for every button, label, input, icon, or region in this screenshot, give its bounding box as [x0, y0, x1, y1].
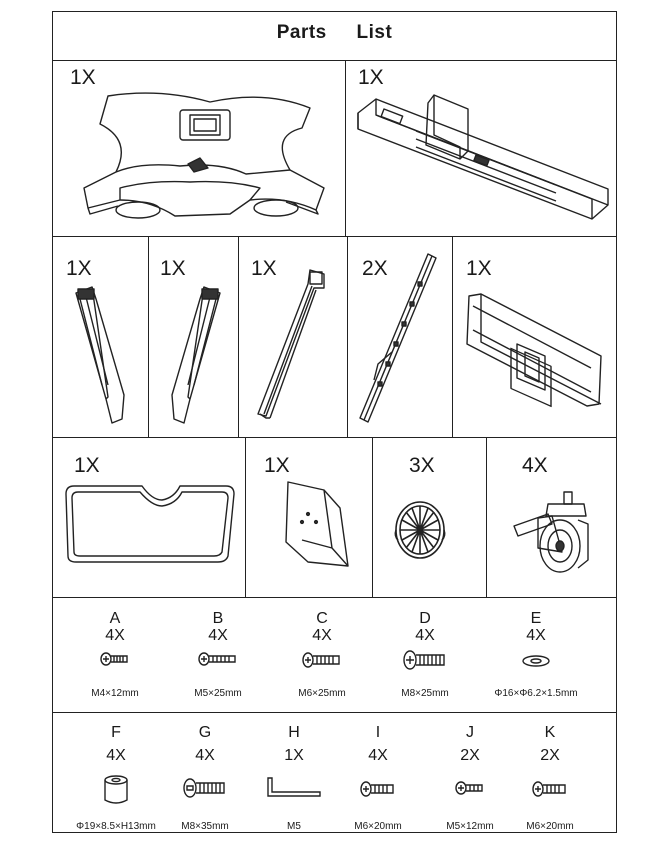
right-arm-icon	[164, 285, 224, 425]
allen-key-icon	[264, 776, 324, 800]
hardware-item-j	[440, 724, 500, 832]
mount-plate-icon	[465, 294, 605, 409]
hardware-letter: I	[375, 724, 381, 741]
hex-bolt-icon	[183, 778, 227, 798]
clip-plate-icon	[278, 478, 358, 578]
screw-icon	[302, 652, 342, 668]
hardware-count: 4X	[106, 747, 126, 764]
screw-icon	[100, 652, 130, 666]
hardware-letter: E	[530, 610, 542, 627]
hardware-item-k	[520, 724, 580, 832]
washer-icon	[521, 654, 551, 668]
hardware-letter: C	[316, 610, 328, 627]
tray-icon	[62, 480, 238, 566]
cable-cover-icon	[252, 268, 332, 423]
screw-icon	[360, 780, 396, 798]
divider	[52, 597, 617, 598]
hardware-letter: F	[111, 724, 121, 741]
divider	[345, 60, 346, 236]
qty-label: 1X	[358, 66, 384, 89]
hardware-letter: D	[419, 610, 431, 627]
divider	[238, 236, 239, 437]
hardware-count: 4X	[312, 627, 332, 644]
grommet-icon	[392, 496, 452, 562]
hardware-spec: M5	[287, 821, 301, 832]
title-word: List	[356, 22, 393, 43]
hardware-spec: M8×25mm	[401, 688, 449, 699]
screw-icon	[403, 650, 447, 670]
hardware-item-g	[175, 724, 235, 832]
divider	[148, 236, 149, 437]
divider	[52, 437, 617, 438]
qty-label: 4X	[522, 454, 548, 477]
hardware-count: 2X	[540, 747, 560, 764]
column-icon	[356, 95, 611, 235]
hardware-item-a	[85, 610, 145, 699]
hardware-item-d	[395, 610, 455, 699]
divider	[52, 712, 617, 713]
qty-label: 1X	[66, 257, 92, 280]
hardware-count: 4X	[208, 627, 228, 644]
title-word: Parts	[276, 22, 327, 43]
hardware-item-h	[264, 724, 324, 832]
hardware-spec: M6×25mm	[298, 688, 346, 699]
hardware-letter: H	[288, 724, 300, 741]
hardware-spec: M5×12mm	[446, 821, 494, 832]
qty-label: 1X	[264, 454, 290, 477]
hardware-spec: Φ19×8.5×H13mm	[76, 821, 156, 832]
qty-label: 1X	[70, 66, 96, 89]
spacer-icon	[103, 774, 129, 806]
divider	[245, 437, 246, 597]
hardware-item-e	[494, 610, 578, 699]
divider	[452, 236, 453, 437]
hardware-count: 4X	[368, 747, 388, 764]
hardware-spec: M8×35mm	[181, 821, 229, 832]
hardware-count: 4X	[415, 627, 435, 644]
hardware-letter: A	[109, 610, 121, 627]
hardware-letter: G	[198, 724, 212, 741]
screw-icon	[198, 652, 238, 666]
qty-label: 1X	[160, 257, 186, 280]
qty-label: 1X	[251, 257, 277, 280]
hardware-count: 1X	[284, 747, 304, 764]
hardware-spec: M5×25mm	[194, 688, 242, 699]
hardware-count: 4X	[195, 747, 215, 764]
qty-label: 3X	[409, 454, 435, 477]
divider	[52, 236, 617, 237]
divider	[347, 236, 348, 437]
qty-label: 1X	[74, 454, 100, 477]
hardware-spec: Φ16×Φ6.2×1.5mm	[494, 688, 578, 699]
hardware-letter: B	[212, 610, 224, 627]
caster-wheel-icon	[508, 490, 598, 580]
hardware-count: 4X	[105, 627, 125, 644]
hardware-count: 2X	[460, 747, 480, 764]
screw-icon	[532, 780, 568, 798]
hardware-item-i	[348, 724, 408, 832]
hardware-spec: M6×20mm	[526, 821, 574, 832]
left-arm-icon	[72, 285, 132, 425]
qty-label: 2X	[362, 257, 388, 280]
page-title	[52, 22, 617, 44]
hardware-count: 4X	[526, 627, 546, 644]
vesa-bracket-icon	[352, 252, 442, 427]
qty-label: 1X	[466, 257, 492, 280]
divider	[486, 437, 487, 597]
hardware-item-f	[76, 724, 156, 832]
hardware-item-c	[292, 610, 352, 699]
base-icon	[80, 88, 330, 223]
divider	[372, 437, 373, 597]
divider	[52, 60, 617, 61]
hardware-letter: J	[466, 724, 474, 741]
hardware-spec: M4×12mm	[91, 688, 139, 699]
hardware-spec: M6×20mm	[354, 821, 402, 832]
screw-icon	[455, 780, 485, 796]
hardware-item-b	[188, 610, 248, 699]
hardware-letter: K	[544, 724, 556, 741]
